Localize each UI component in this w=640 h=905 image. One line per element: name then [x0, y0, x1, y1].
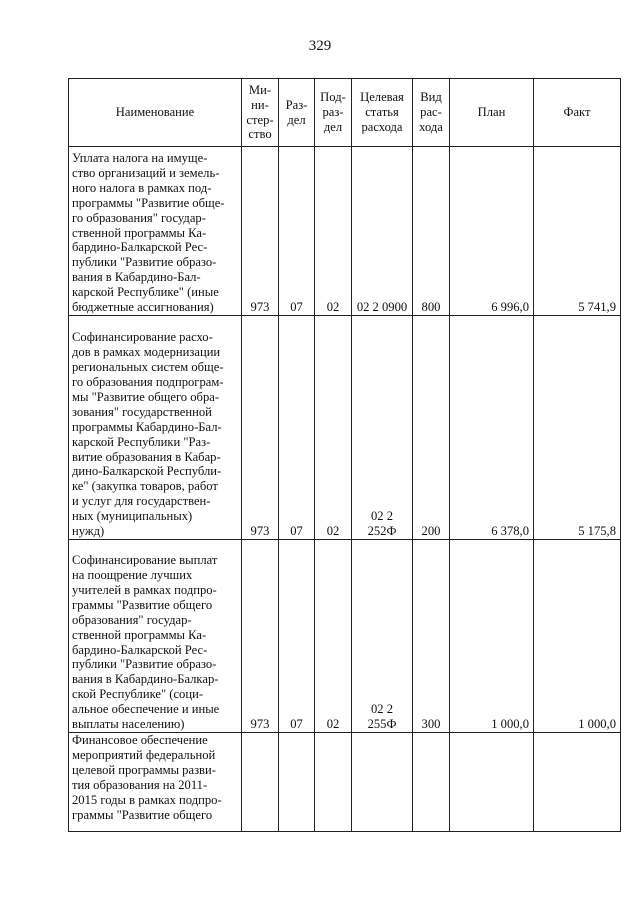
row-name: Финансовое обеспечение мероприятий федеральной целевой программы разви- тия образования на 2011- 2015 годы в рамках подпро- граммы "Развитие общего — [69, 733, 242, 832]
row-plan: 1 000,0 — [450, 540, 534, 733]
row-section: 07 — [279, 316, 315, 540]
row-name: Софинансирование расхо- дов в рамках модернизации региональных систем обще- го образования подпрограм- мы "Развитие общего обра- зования" государственной программы Кабардино-Бал- карской Республики "Раз- витие образования в Кабар- дино-Балкарской Республи- ке" (закупка товаров, работ и услуг для государствен- ных (муниципальных) нужд) — [69, 316, 242, 540]
row-fact: 1 000,0 — [534, 540, 621, 733]
table-row — [69, 316, 621, 540]
table-row — [69, 733, 621, 832]
budget-table — [68, 78, 621, 832]
row-subsection: 02 — [315, 316, 352, 540]
row-name: Софинансирование выплат на поощрение лучших учителей в рамках подпро- граммы "Развитие общего образования" государ- ственной программы Ка- бардино-Балкарской Рес- публики "Развитие образо- вания в Кабардино-Балкар- ской Республике" (соци- альное обеспечение и иные выплаты населению) — [69, 540, 242, 733]
row-fact — [534, 733, 621, 832]
row-section — [279, 733, 315, 832]
row-section: 07 — [279, 540, 315, 733]
row-fact: 5 741,9 — [534, 147, 621, 316]
table-row — [69, 147, 621, 316]
row-ministry: 973 — [242, 540, 279, 733]
row-ministry — [242, 733, 279, 832]
row-plan: 6 378,0 — [450, 316, 534, 540]
table-header-row — [69, 79, 621, 147]
row-fact: 5 175,8 — [534, 316, 621, 540]
page-number: 329 — [308, 38, 332, 54]
row-section: 07 — [279, 147, 315, 316]
header-plan: План — [450, 79, 534, 147]
row-target — [352, 733, 413, 832]
row-expense-type — [413, 733, 450, 832]
row-target: 02 2 255Ф — [352, 540, 413, 733]
header-section: Раз- дел — [279, 79, 315, 147]
row-subsection: 02 — [315, 147, 352, 316]
header-ministry: Ми- ни- стер- ство — [242, 79, 279, 147]
row-name: Уплата налога на имуще- ство организаций и земель- ного налога в рамках под- программы "Развитие обще- го образования" государ- ственной программы Ка- бардино-Балкарской Рес- публики "Развитие образо- вания в Кабардино-Бал- карской Республике" (иные бюджетные ассигнования) — [69, 147, 242, 316]
row-subsection: 02 — [315, 540, 352, 733]
header-fact: Факт — [534, 79, 621, 147]
header-name: Наименование — [69, 79, 242, 147]
row-expense-type: 300 — [413, 540, 450, 733]
table-row — [69, 540, 621, 733]
row-plan — [450, 733, 534, 832]
header-subsection: Под- раз- дел — [315, 79, 352, 147]
row-ministry: 973 — [242, 316, 279, 540]
header-target: Целевая статья расхода — [352, 79, 413, 147]
row-expense-type: 800 — [413, 147, 450, 316]
row-target: 02 2 0900 — [352, 147, 413, 316]
row-target: 02 2 252Ф — [352, 316, 413, 540]
row-plan: 6 996,0 — [450, 147, 534, 316]
row-ministry: 973 — [242, 147, 279, 316]
header-expense-type: Вид рас- хода — [413, 79, 450, 147]
row-expense-type: 200 — [413, 316, 450, 540]
row-subsection — [315, 733, 352, 832]
